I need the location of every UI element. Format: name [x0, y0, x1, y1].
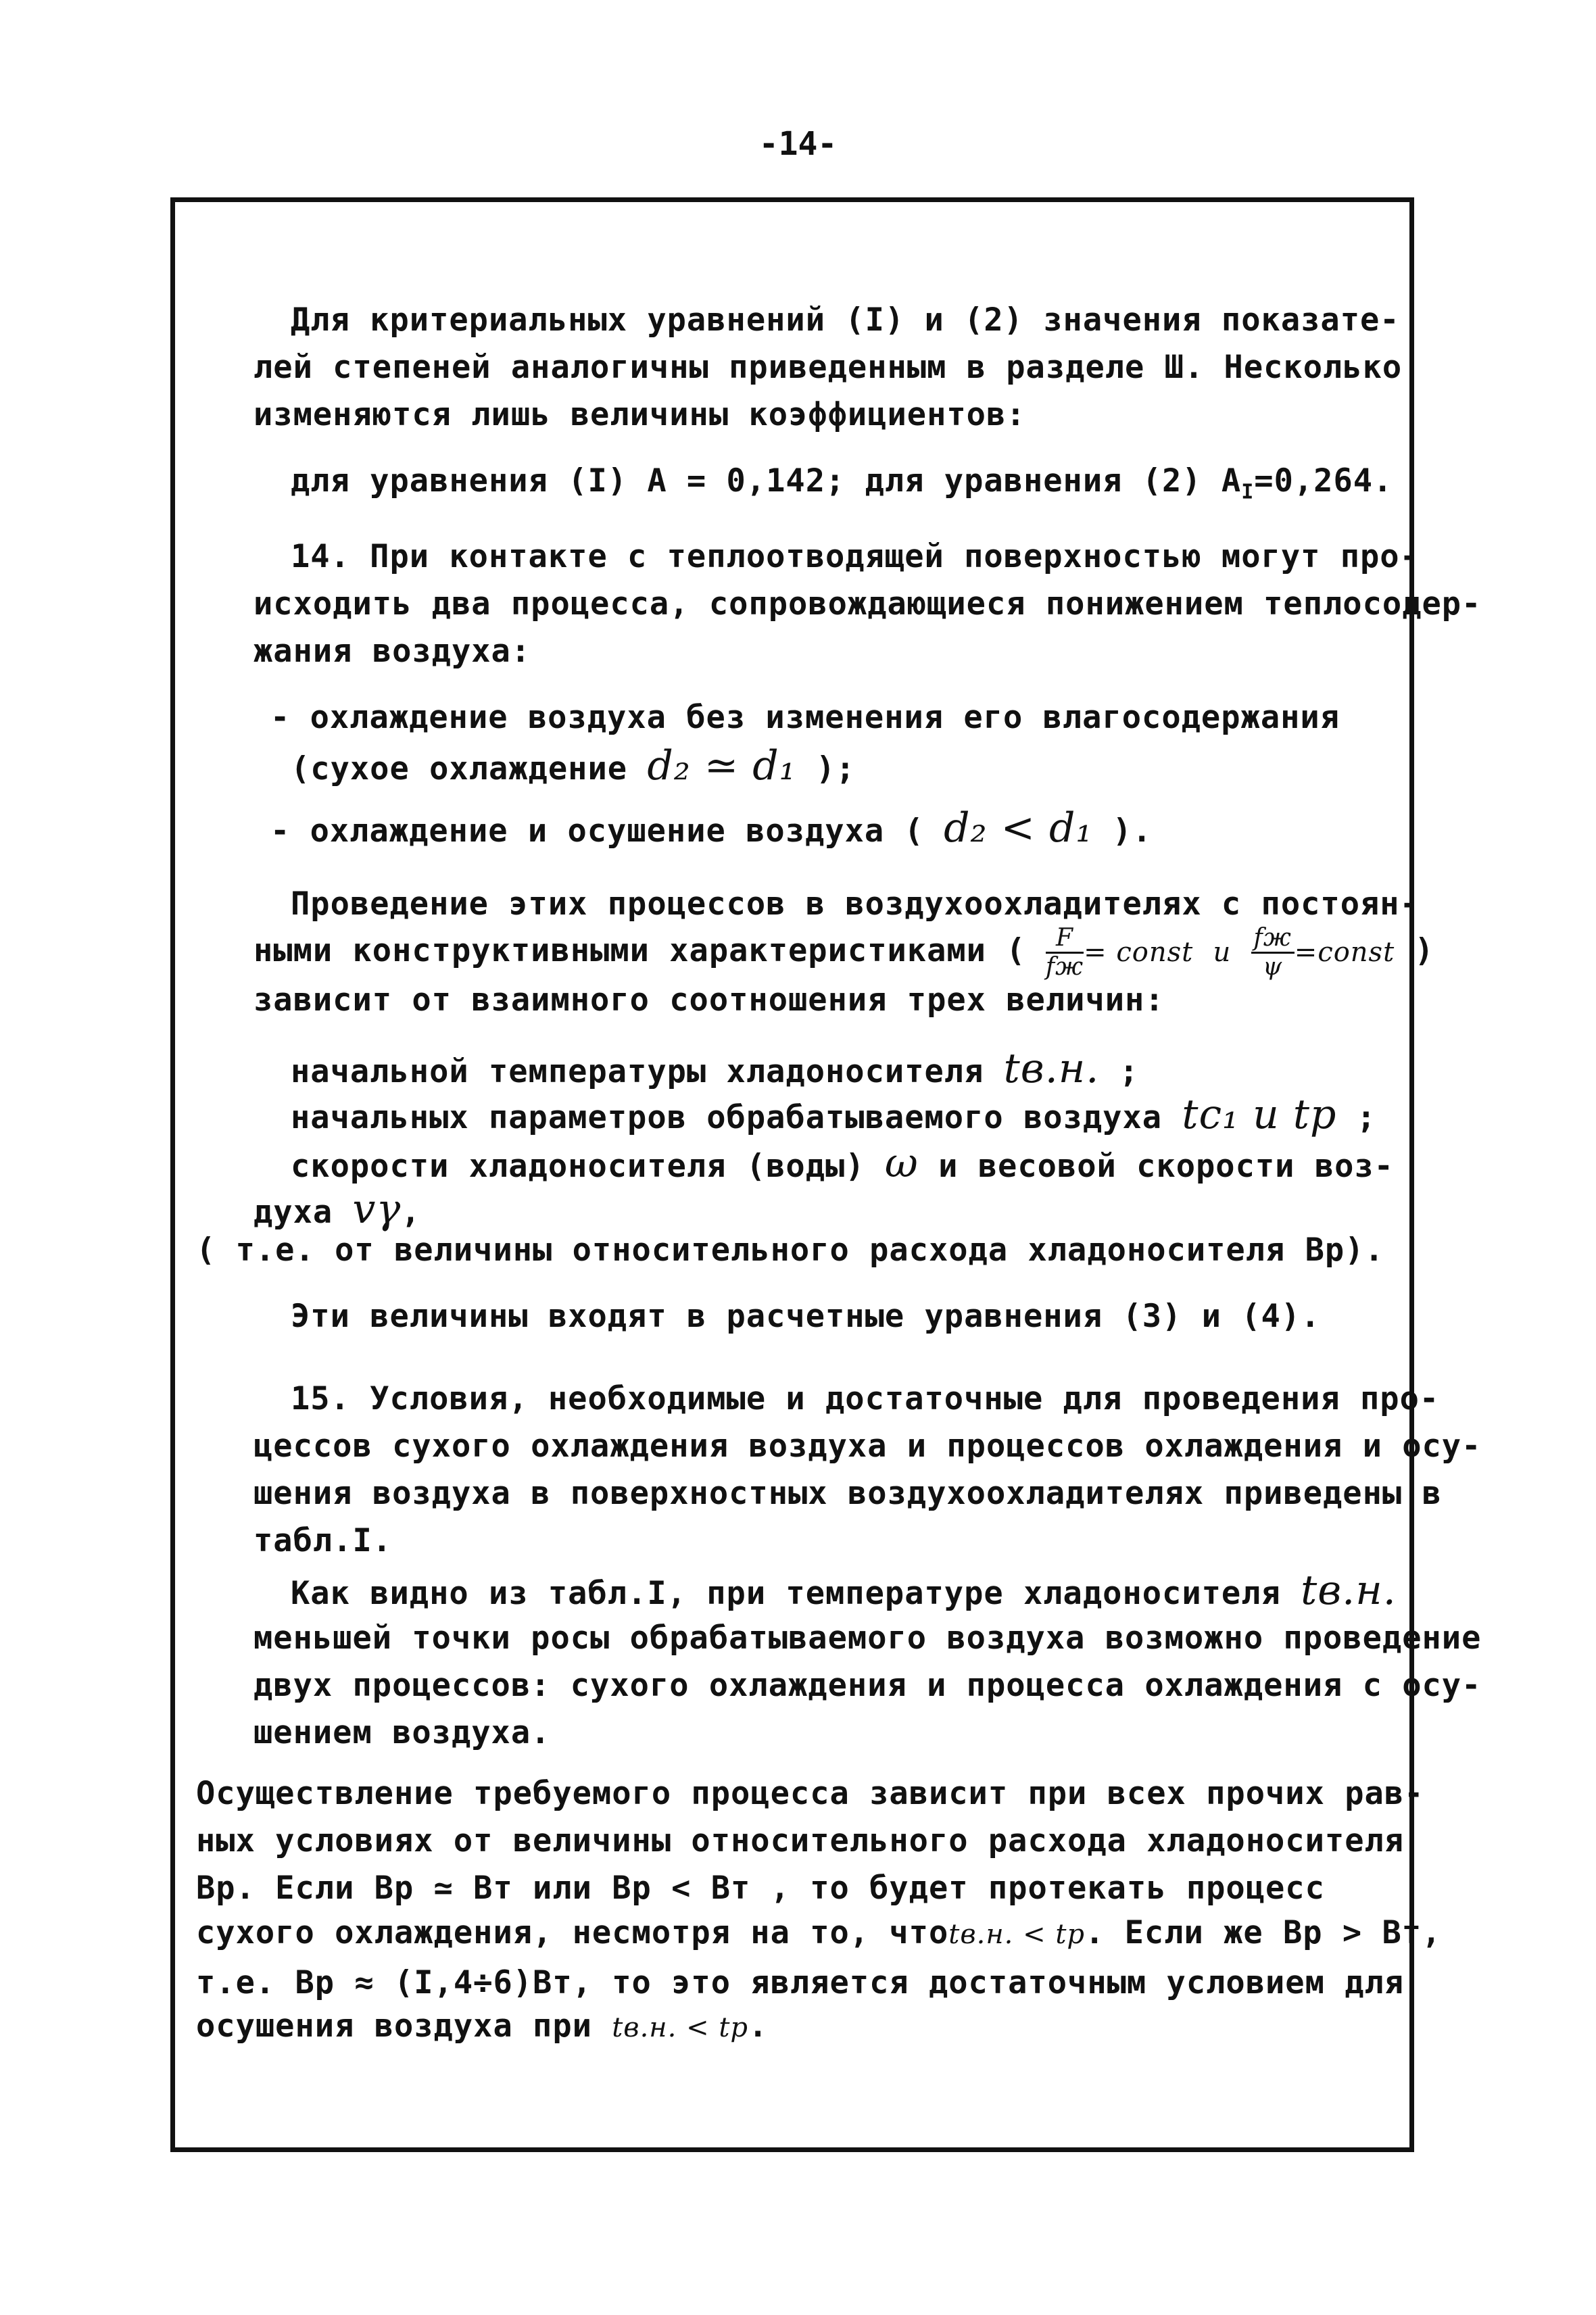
p2-line-1: Проведение этих процессов в воздухоохладителях с постоян-: [291, 885, 1420, 923]
value-line-1: [291, 1045, 1139, 1092]
value-line-2-text: начальных параметров обрабатываемого воздуха: [291, 1099, 1163, 1136]
value-line-1-text: начальной температуры хладоносителя: [291, 1053, 984, 1090]
value-line-3-text: скорости хладоносителя (воды): [291, 1148, 865, 1185]
p4-line-6: [196, 2007, 768, 2045]
p14-line-2: исходить два процесса, сопровождающиеся понижением теплосодер-: [253, 585, 1482, 623]
and-word: и: [1213, 937, 1232, 968]
value-line-1-math: tв.н.: [1003, 1045, 1100, 1092]
p4-line-6-math: tв.н. < tр: [612, 2012, 748, 2043]
p2-line-3: зависит от взаимного соотношения трех величин:: [253, 981, 1165, 1019]
list-item-1: - охлаждение воздуха без изменения его влагосодержания: [270, 699, 1340, 736]
equation-text: для уравнения (I) A = 0,142; для уравнения (2) A: [291, 462, 1242, 499]
p2-line-2-text: ными конструктивными характеристиками (: [253, 932, 1026, 969]
list-item-2-math: d₂ < d₁: [944, 804, 1093, 852]
p4-line-1: Осуществление требуемого процесса зависит при всех прочих рав-: [196, 1775, 1424, 1812]
p15-line-5-text: Как видно из табл.I, при температуре хладоносителя: [291, 1575, 1281, 1612]
p1-line-3: изменяются лишь величины коэффициентов:: [253, 396, 1026, 433]
p4-line-4-text: сухого охлаждения, несмотря на то, что: [196, 1914, 949, 1951]
list-item-1-text: (сухое охлаждение: [291, 750, 628, 787]
list-item-1-math: d₂ ≃ d₁: [647, 742, 796, 789]
value-line-4-text: духа: [253, 1194, 333, 1231]
list-item-2-end: ).: [1112, 812, 1153, 850]
p4-line-2: ных условиях от величины относительного расхода хладоносителя: [196, 1822, 1405, 1859]
list-item-1-end: );: [815, 750, 856, 787]
p1-line-2: лей степеней аналогичны приведенным в разделе Ш. Несколько: [253, 349, 1403, 386]
list-item-2: [270, 804, 1152, 852]
equation-subscript: I: [1241, 480, 1255, 504]
value-line-2-end: ;: [1356, 1099, 1377, 1136]
p15-line-6: меньшей точки росы обрабатываемого воздуха возможно проведение: [253, 1619, 1482, 1657]
value-line-2: [291, 1091, 1376, 1138]
p15-line-7: двух процессов: сухого охлаждения и процесса охлаждения с осу-: [253, 1667, 1482, 1704]
p14-line-1: 14. При контакте с теплоотводящей поверхностью могут про-: [291, 538, 1420, 575]
list-item-1-cont: [291, 742, 856, 789]
value-line-2-math: tс₁ и tр: [1182, 1091, 1337, 1138]
p4-line-4-math: tв.н. < tр: [948, 1919, 1086, 1950]
p4-line-4: [196, 1914, 1441, 1951]
p4-line-4-end: . Если же Вр > Вт,: [1085, 1914, 1442, 1951]
value-line-4: [253, 1186, 421, 1233]
p1-line-1: Для критериальных уравнений (I) и (2) значения показате-: [291, 301, 1400, 339]
p4-line-6-end: .: [748, 2007, 769, 2045]
list-item-2-text: - охлаждение и осушение воздуха (: [270, 812, 924, 850]
value-line-4-math: vγ: [352, 1186, 402, 1233]
p15-line-5: [291, 1567, 1397, 1614]
p4-line-5: т.е. Вр ≈ (I,4÷6)Вт, то это является достаточным условием для: [196, 1964, 1405, 2001]
value-line-5: ( т.е. от величины относительного расхода хладоносителя Bр).: [196, 1232, 1384, 1269]
p2-line-2-end: ): [1414, 932, 1434, 969]
p3-line: Эти величины входят в расчетные уравнения (3) и (4).: [291, 1298, 1321, 1335]
const-2: =const: [1294, 937, 1395, 968]
p15-line-3: шения воздуха в поверхностных воздухоохладителях приведены в: [253, 1475, 1442, 1512]
p14-line-3: жания воздуха:: [253, 633, 531, 670]
p4-line-3: Вр. Если Вр ≃ Вт или Вр < Вт , то будет протекать процесс: [196, 1870, 1325, 1907]
p15-line-5-math: tв.н.: [1301, 1567, 1397, 1614]
p15-line-4: табл.I.: [253, 1522, 393, 1559]
value-line-4-end: ,: [401, 1194, 421, 1231]
fraction-1: $\frac{F}{fж}$: [1045, 924, 1084, 981]
value-line-1-end: ;: [1119, 1053, 1139, 1090]
const-1: = const: [1084, 937, 1194, 968]
p15-line-2: цессов сухого охлаждения воздуха и процессов охлаждения и осу-: [253, 1428, 1482, 1465]
p15-line-8: шением воздуха.: [253, 1714, 551, 1751]
value-line-3-end: и весовой скорости воз-: [938, 1148, 1394, 1185]
fraction-2: $\frac{fж}{\psi}$: [1251, 926, 1295, 979]
p2-line-2: [253, 926, 1434, 979]
equation-tail: =0,264.: [1254, 462, 1393, 499]
value-line-3: [291, 1140, 1394, 1187]
page-number: -14-: [758, 125, 838, 163]
p15-line-1: 15. Условия, необходимые и достаточные для проведения про-: [291, 1380, 1440, 1417]
p4-line-6-text: осушения воздуха при: [196, 2007, 592, 2045]
equation-line: [291, 462, 1393, 504]
value-line-3-math: ω: [884, 1140, 919, 1187]
